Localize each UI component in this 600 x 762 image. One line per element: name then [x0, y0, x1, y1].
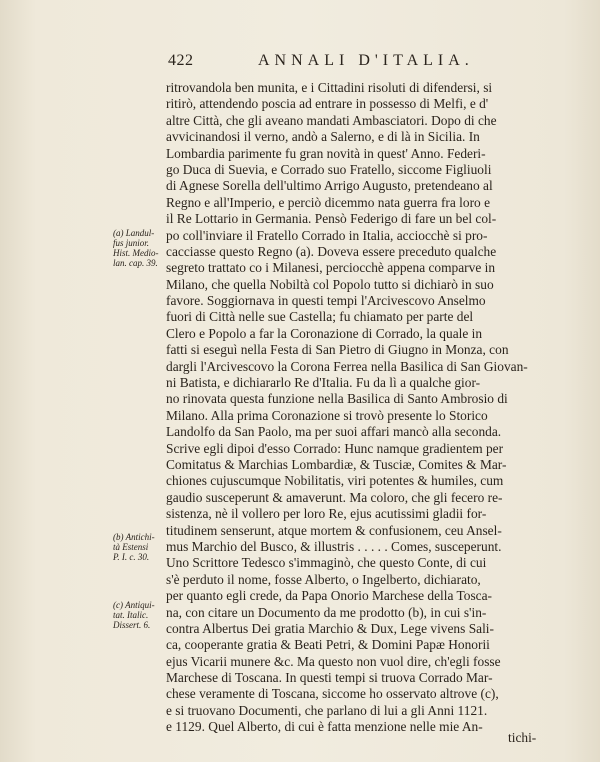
text-line: na, con citare un Documento da me prodotto (b), in cui s'in- — [166, 604, 487, 620]
margin-note-b — [113, 532, 169, 562]
text-line: Uno Scrittore Tedesco s'immaginò, che questo Conte, di cui — [166, 555, 487, 571]
text-line: no rinovata questa funzione nella Basilica di Santo Ambrosio di — [166, 391, 508, 407]
text-line: po coll'inviare il Fratello Corrado in Italia, acciocchè si pro- — [166, 227, 488, 243]
text-line: il Re Lottario in Germania. Pensò Federigo di fare un bel col- — [166, 211, 497, 227]
margin-note-line: tat. Italic. — [113, 610, 149, 620]
text-line: altre Città, che gli aveano mandati Ambasciatori. Dopo di che — [166, 112, 497, 128]
text-line: Marchese di Toscana. In questi tempi si truova Corrado Mar- — [166, 670, 493, 686]
text-line: Clero e Popolo a far la Coronazione di Corrado, la quale in — [166, 325, 483, 341]
text-line: segreto trattato co i Milanesi, perciocchè appena comparve in — [166, 260, 496, 276]
text-line: per quanto egli crede, da Papa Onorio Marchese della Tosca- — [166, 588, 493, 604]
text-line: e 1129. Quel Alberto, di cui è fatta menzione nelle mie An- — [166, 719, 483, 735]
margin-note-line: Dissert. 6. — [113, 620, 151, 630]
body-text — [166, 80, 546, 736]
text-line: avvicinandosi il verno, andò a Salerno, e di là in Sicilia. In — [166, 129, 480, 145]
text-line: s'è perduto il nome, fosse Alberto, o Ingelberto, dichiarato, — [166, 571, 481, 587]
text-line: chese veramente di Toscana, siccome ho osservato altrove (c), — [166, 686, 499, 702]
margin-note-line: (a) Landul- — [113, 228, 155, 238]
text-line: Milano, che quella Nobiltà col Popolo tutto si dichiarò in suo — [166, 276, 494, 292]
margin-note-line: (b) Antichi- — [113, 532, 155, 542]
running-title: ANNALI D'ITALIA. — [258, 52, 474, 69]
text-line: ritrovandola ben munita, e i Cittadini risoluti di difendersi, si — [166, 80, 493, 95]
text-line: Landolfo da San Paolo, ma per suoi affari mancò alla seconda. — [166, 424, 502, 440]
text-line: mus Marchio del Busco, & illustris . . . . . Comes, susceperunt. — [166, 538, 502, 554]
page-header — [168, 52, 548, 76]
text-line: go Duca di Suevia, e Corrado suo Fratello, siccome Figliuoli — [166, 161, 492, 177]
text-line: cacciasse questo Regno (a). Doveva essere preceduto qualche — [166, 243, 497, 259]
margin-note-line: tà Estensi — [113, 542, 149, 552]
text-line: fatti si eseguì nella Festa di San Pietro di Giugno in Monza, con — [166, 342, 509, 358]
page-number: 422 — [168, 52, 194, 69]
margin-note-line: Hist. Medio- — [113, 248, 159, 258]
text-line: Milano. Alla prima Coronazione si trovò presente lo Storico — [166, 407, 488, 423]
text-line: gaudio susceperunt & amaverunt. Ma coloro, che gli fecero re- — [166, 489, 503, 505]
text-line: ritirò, attendendo poscia ad entrare in possesso di Melfi, e d' — [166, 96, 489, 112]
text-line: e si truovano Documenti, che parlano di lui a gli Anni 1121. — [166, 702, 488, 718]
text-line: ca, cooperante gratia & Beati Petri, & Domini Papæ Honorii — [166, 637, 490, 653]
text-line: favore. Soggiornava in questi tempi l'Arcivescovo Anselmo — [166, 293, 486, 309]
catchword: tichi- — [508, 730, 537, 745]
margin-note-a — [113, 228, 169, 268]
text-line: fuori di Città nelle sue Castella; fu chiamato per parte del — [166, 309, 474, 325]
text-line: ejus Vicarii munere &c. Ma questo non vuol dire, ch'egli fosse — [166, 653, 501, 669]
margin-note-line: fus junior. — [113, 238, 150, 248]
text-line: Comitatus & Marchias Lombardiæ, & Tusciæ, Comites & Mar- — [166, 456, 507, 472]
text-line: titudinem senserunt, atque mortem & confusionem, ceu Ansel- — [166, 522, 502, 538]
text-line: Scrive egli dipoi d'esso Corrado: Hunc namque gradientem per — [166, 440, 504, 456]
text-line: chiones cujuscumque Nobilitatis, viri potentes & humiles, cum — [166, 473, 504, 489]
text-line: di Agnese Sorella dell'ultimo Arrigo Augusto, pretendeano al — [166, 178, 493, 194]
margin-note-line: (c) Antiqui- — [113, 600, 155, 610]
margin-note-line: lan. cap. 39. — [113, 258, 158, 268]
text-line: sistenza, nè il vollero per loro Re, ejus acutissimi gladii for- — [166, 506, 487, 522]
margin-note-line: P. I. c. 30. — [113, 552, 150, 562]
text-line: Regno e all'Imperio, e perciò dicemmo nata guerra fra loro e — [166, 194, 491, 210]
text-line: Lombardia parimente fu gran novità in quest' Anno. Federi- — [166, 145, 486, 161]
margin-note-c — [113, 600, 169, 630]
text-line: ni Batista, e dichiararlo Re d'Italia. Fu da lì a qualche gior- — [166, 375, 481, 391]
text-line: dargli l'Arcivescovo la Corona Ferrea nella Basilica di San Giovan- — [166, 358, 528, 374]
text-line: contra Albertus Dei gratia Marchio & Dux, Lege vivens Sali- — [166, 620, 494, 636]
